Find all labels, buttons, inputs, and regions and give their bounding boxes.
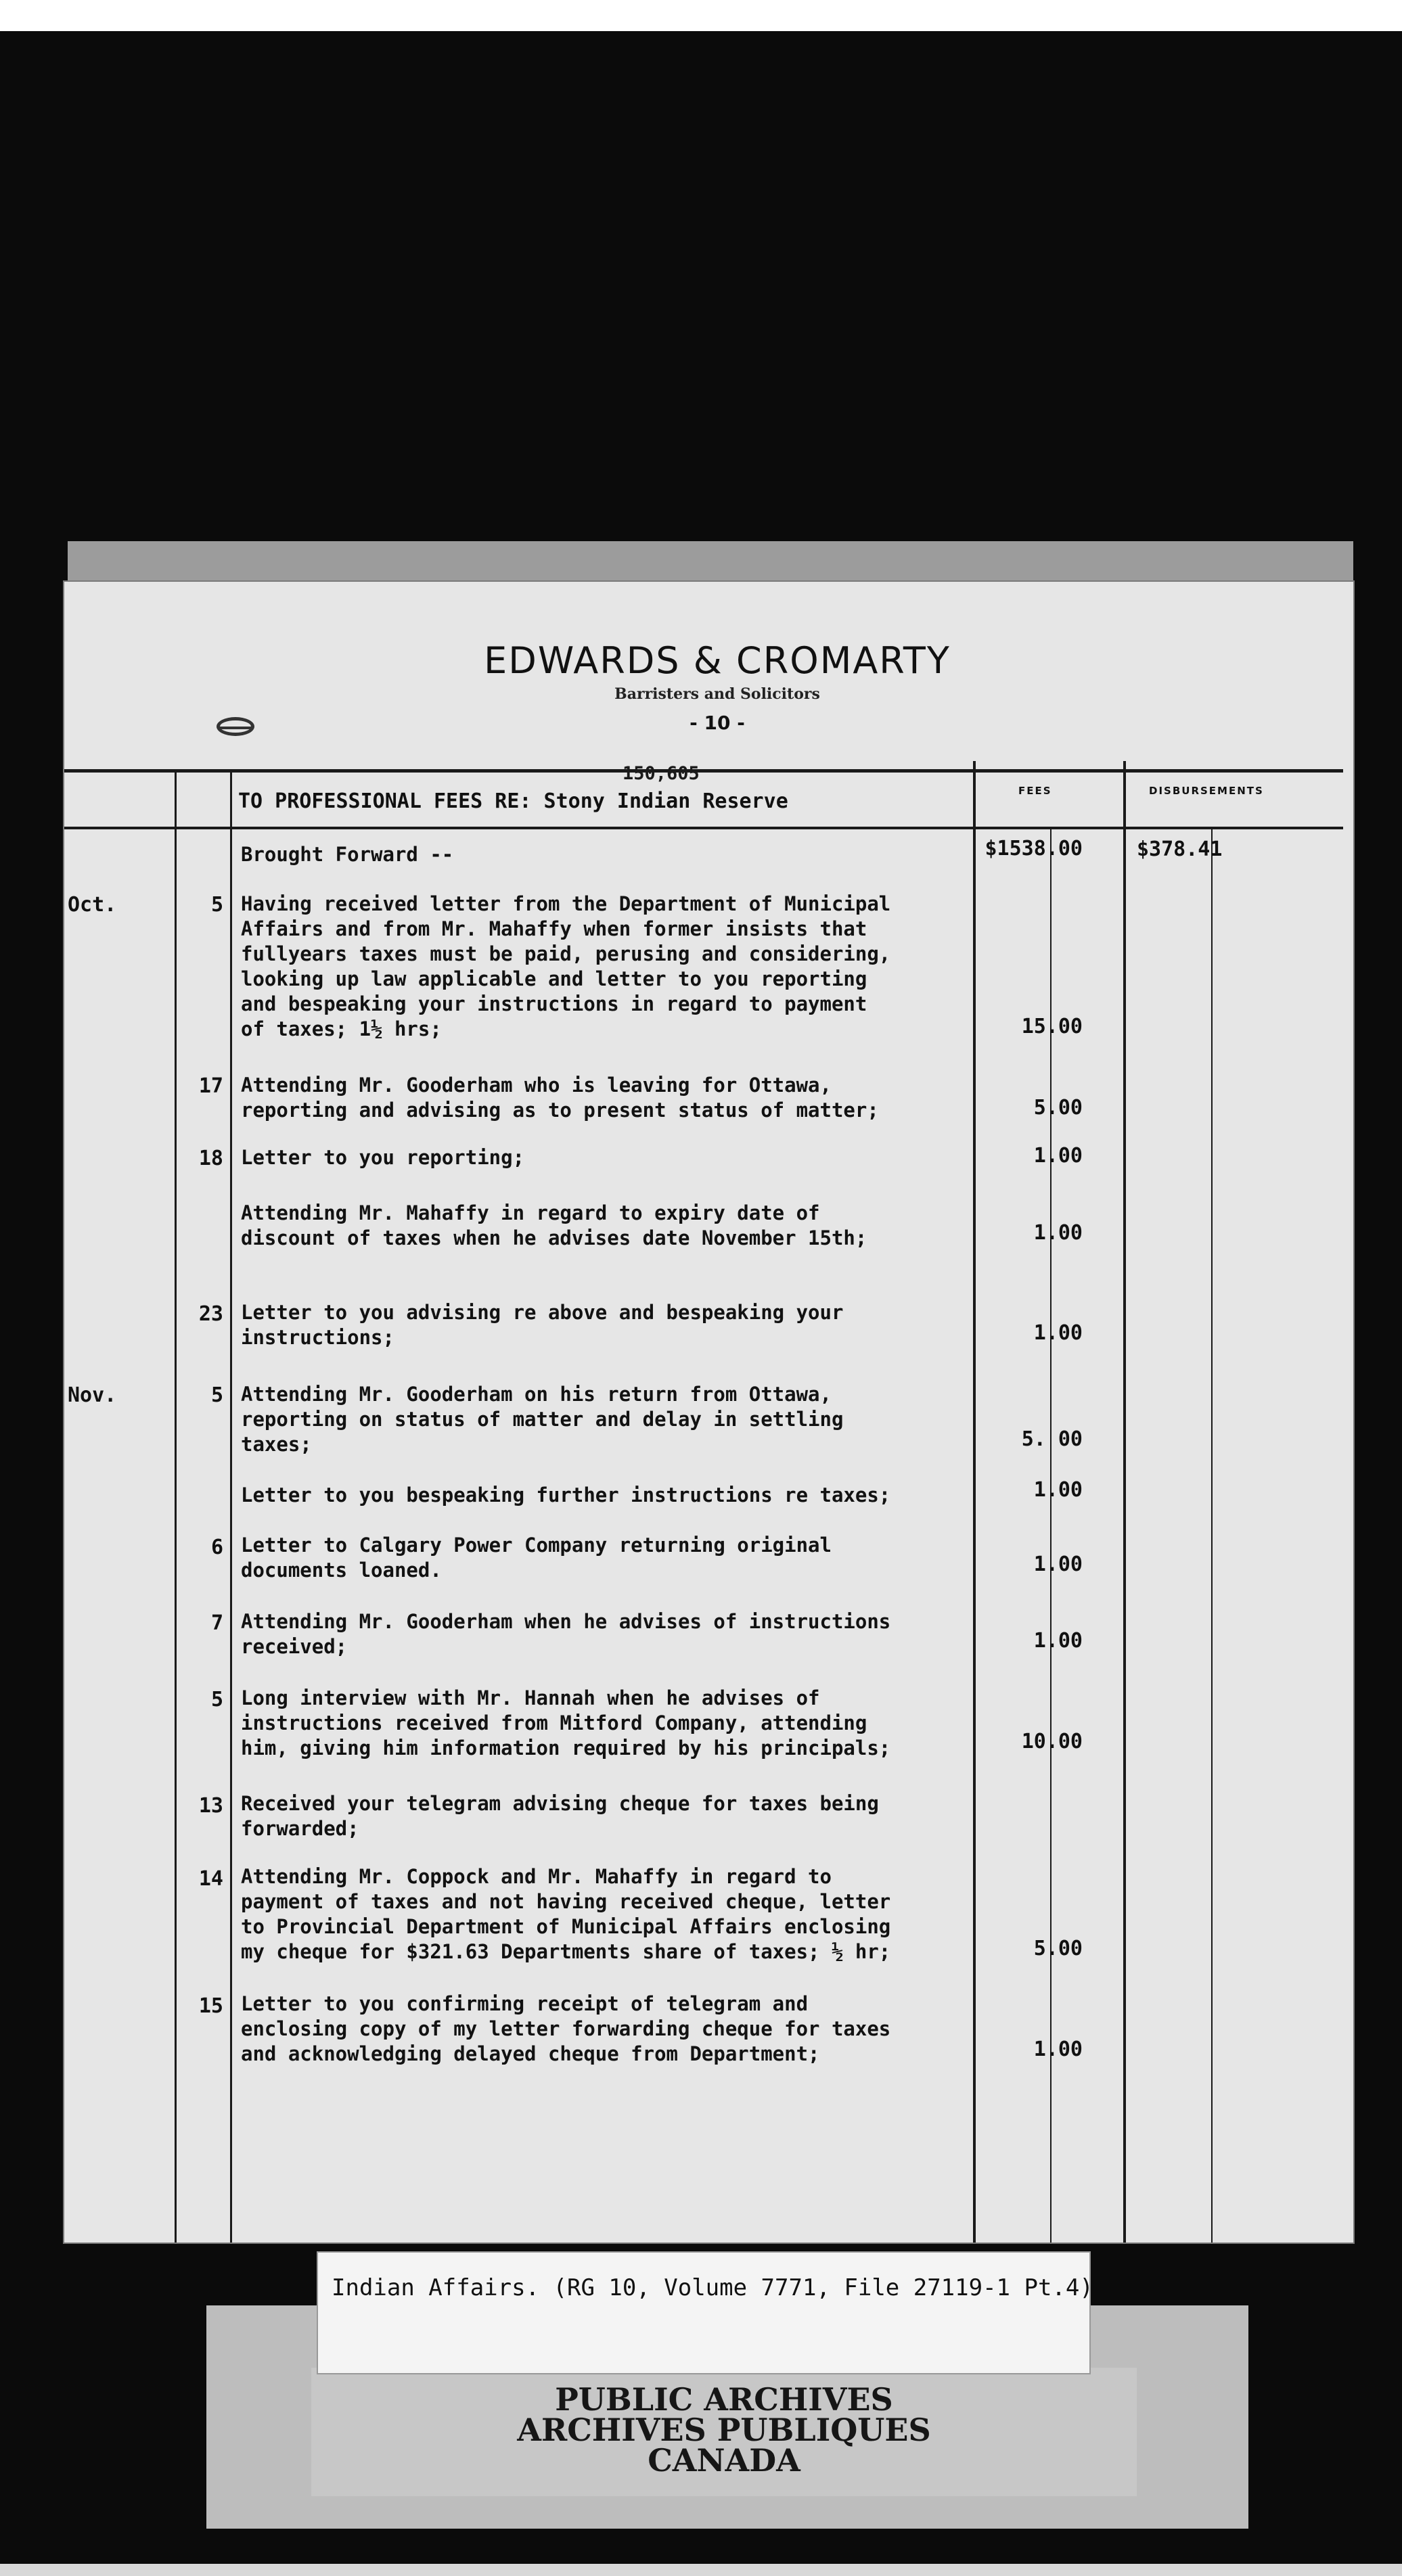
entry-fee: 5. 00 [1021,1427,1083,1451]
entry-description: Letter to you advising re above and bespeaking your instructions; [241,1301,844,1349]
fees-cents-rule [1050,829,1052,2242]
archive-stamp-line-1: PUBLIC ARCHIVES [555,2381,893,2418]
archive-reference-label: Indian Affairs. (RG 10, Volume 7771, File 27119-1 Pt.4) [332,2274,1093,2301]
entry-fee: 5.00 [1033,1096,1083,1120]
entry-description: Letter to you reporting; [241,1146,525,1169]
account-heading: TO PROFESSIONAL FEES RE: Stony Indian Reserve [238,789,788,813]
entry-day: 6 [210,1536,223,1559]
entry-day: 5 [210,1383,223,1407]
entry-day: 23 [198,1302,223,1326]
header-bottom-rule [64,827,1343,829]
entry-disbursement: $378.41 [1137,837,1223,861]
entry-day: 15 [198,1994,223,2018]
entry-day: 7 [210,1611,223,1635]
entry-description: Received your telegram advising cheque for taxes being forwarded; [241,1792,879,1840]
entry-fee: 1.00 [1033,1478,1083,1502]
entry-description: Having received letter from the Department of Municipal Affairs and from Mr. Mahaffy when former insists that fullyears taxes must be paid, perusing and considering, looking up law applicable and letter to you reporting and bespeaking your instructions in regard to payment of taxes; 1½ hrs; [241,892,891,1040]
entry-description: Attending Mr. Gooderham who is leaving for Ottawa, reporting and advising as to present status of matter; [241,1074,879,1122]
hole-punch-mark-icon [217,717,254,736]
fees-column-header: FEES [1018,785,1052,797]
table-top-rule [64,769,1343,773]
archive-label-card [318,2253,1089,2373]
archive-stamp-line-3: CANADA [648,2442,800,2479]
entry-description: Letter to Calgary Power Company returning original documents loaned. [241,1534,832,1582]
entry-description: Attending Mr. Mahaffy in regard to expiry date of discount of taxes when he advises date November 15th; [241,1201,867,1249]
day-column-rule [230,769,232,2242]
entry-day: 14 [198,1867,223,1891]
entry-description: Letter to you bespeaking further instructions re taxes; [241,1484,891,1506]
disbursements-column-left-rule [1123,761,1126,2242]
entry-fee: 1.00 [1033,1629,1083,1653]
entry-day: 17 [198,1074,223,1098]
month-column-rule [175,769,177,2242]
entry-fee: 1.00 [1033,2038,1083,2061]
entry-fee: 10.00 [1021,1730,1083,1753]
firm-subtitle: Barristers and Solicitors [614,685,820,703]
archive-stamp-line-2: ARCHIVES PUBLIQUES [517,2412,931,2448]
disbursements-column-header: DISBURSEMENTS [1149,785,1264,797]
entry-description: Attending Mr. Gooderham on his return from Ottawa, reporting on status of matter and delay in settling taxes; [241,1383,844,1456]
entry-fee: 1.00 [1033,1552,1083,1576]
entry-fee: 5.00 [1033,1937,1083,1960]
scan-bottom-margin [0,2564,1402,2576]
firm-name: EDWARDS & CROMARTY [484,639,951,682]
entry-description: Brought Forward -- [241,843,454,866]
entry-day: 5 [210,1688,223,1711]
page-number: - 10 - [689,712,745,734]
entry-fee: 15.00 [1021,1015,1083,1038]
entry-day: 13 [198,1794,223,1818]
entry-description: Attending Mr. Coppock and Mr. Mahaffy in regard to payment of taxes and not having received cheque, letter to Provincial Department of Municipal Affairs enclosing my cheque for $321.63 Departments share of taxes; ½ hr; [241,1865,891,1963]
entry-fee: 1.00 [1033,1321,1083,1345]
entry-description: Attending Mr. Gooderham when he advises of instructions received; [241,1610,891,1658]
entry-description: Letter to you confirming receipt of telegram and enclosing copy of my letter forwarding cheque for taxes and acknowledging delayed cheque from Department; [241,1992,891,2065]
entry-day: 18 [198,1147,223,1170]
entry-fee: $1538.00 [985,837,1083,860]
file-number: 150,605 [623,763,700,784]
fees-column-left-rule [973,761,976,2242]
entry-fee: 1.00 [1033,1144,1083,1168]
disbursements-cents-rule [1211,829,1213,2242]
entry-day: 5 [210,893,223,917]
entry-month: Oct. [68,893,117,917]
entry-description: Long interview with Mr. Hannah when he advises of instructions received from Mitford Company, attending him, giving him information required by his principals; [241,1686,891,1760]
scan-top-margin [0,0,1402,31]
entry-month: Nov. [68,1383,117,1407]
entry-fee: 1.00 [1033,1221,1083,1245]
